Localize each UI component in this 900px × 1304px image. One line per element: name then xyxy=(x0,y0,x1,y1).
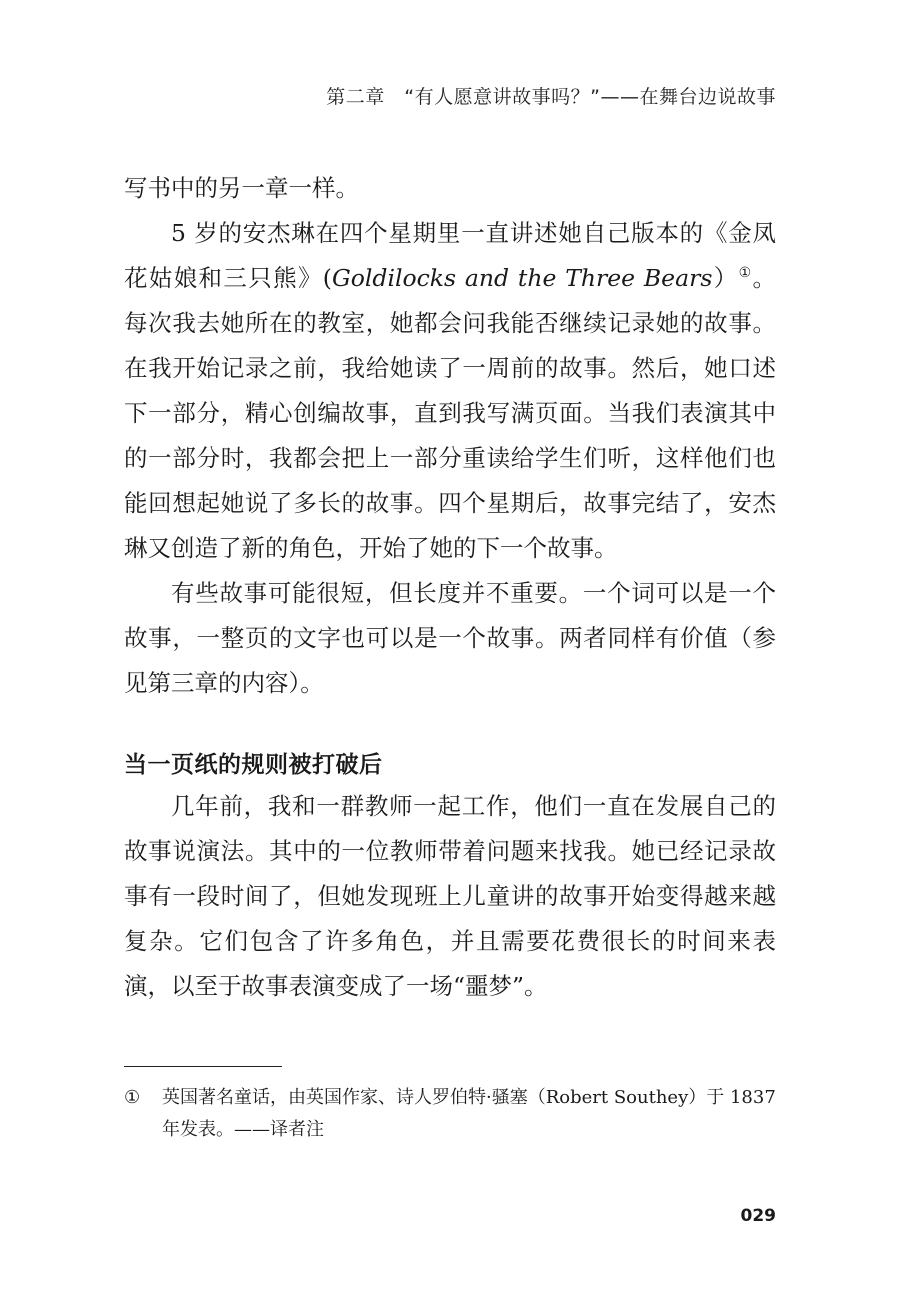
footnote-text: 英国著名童话，由英国作家、诗人罗伯特·骚塞（Robert Southey）于 1837 年发表。——译者注 xyxy=(162,1087,776,1140)
paragraph-3: 有些故事可能很短，但长度并不重要。一个词可以是一个故事，一整页的文字也可以是一个故事。两者同样有价值（参见第三章的内容）。 xyxy=(124,579,776,697)
footnote-marker: ① xyxy=(124,1087,141,1108)
heading-spacer xyxy=(124,706,776,746)
book-title-italic: Goldilocks and the Three Bears xyxy=(331,264,713,292)
paragraph-2 xyxy=(124,211,776,571)
page-number: 029 xyxy=(740,1206,776,1226)
paragraph-1: 写书中的另一章一样。 xyxy=(124,174,359,202)
running-head: 第二章 “有人愿意讲故事吗？”——在舞台边说故事 xyxy=(326,86,776,108)
paragraph-2-close-paren: ） xyxy=(712,264,739,292)
footnote xyxy=(124,1082,776,1146)
paragraph-2-text-before: 5 岁的安杰琳在四个星期里一直讲述她自己版本的《金凤花姑娘和三只熊》( xyxy=(124,219,776,292)
paragraph-2-text-after: 。每次我去她所在的教室，她都会问我能否继续记录她的故事。在我开始记录之前，我给她读了一周前的故事。然后，她口述下一部分，精心创编故事，直到我写满页面。当我们表演其中的一部分时，我都会把上一部分重读给学生们听，这样他们也能回想起她说了多长的故事。四个星期后，故事完结了，安杰琳又创造了新的角色，开始了她的下一个故事。 xyxy=(124,264,776,562)
section-heading: 当一页纸的规则被打破后 xyxy=(124,752,383,778)
body-text xyxy=(124,166,776,1009)
footnote-divider xyxy=(124,1066,282,1067)
footnote-reference: ① xyxy=(738,265,753,282)
paragraph-4: 几年前，我和一群教师一起工作，他们一直在发展自己的故事说演法。其中的一位教师带着问题来找我。她已经记录故事有一段时间了，但她发现班上儿童讲的故事开始变得越来越复杂。它们包含了许多角色，并且需要花费很长的时间来表演，以至于故事表演变成了一场“噩梦”。 xyxy=(124,792,776,1000)
